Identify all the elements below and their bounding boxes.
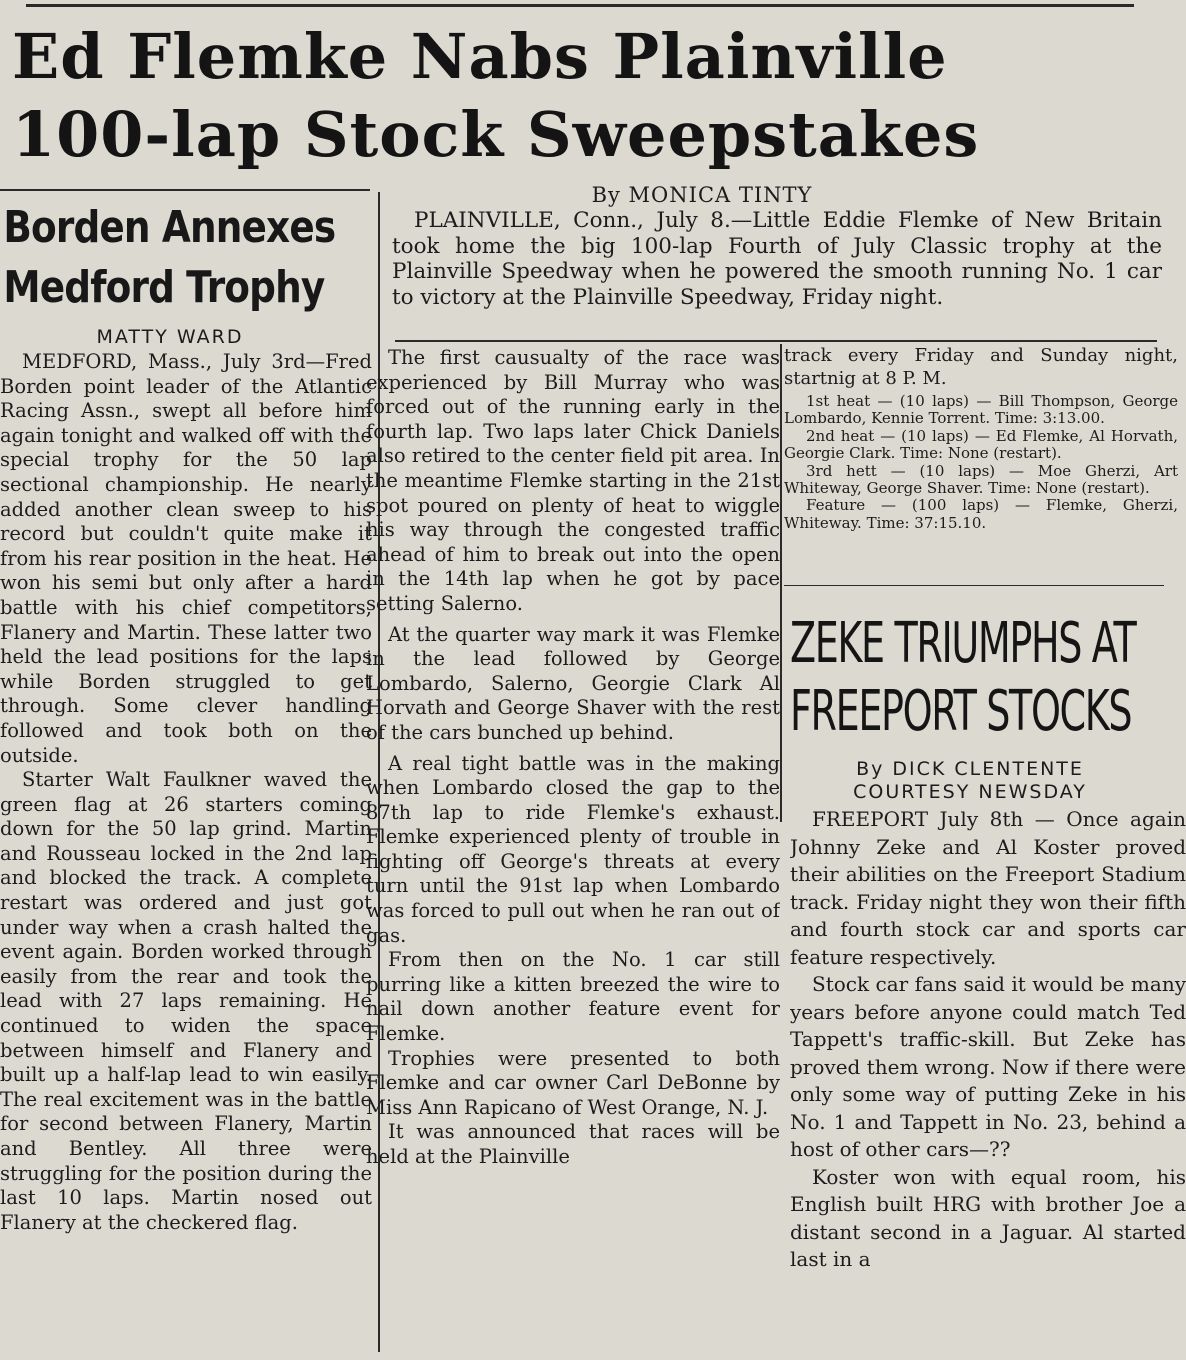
- zeke-headline: [790, 610, 1136, 746]
- main-paragraph: A real tight battle was in the making when Lombardo closed the gap to the 87th lap to ride Flemke's exhaust. Flemke experienced plenty of trouble in fighting off George's threats at every turn until the 91st lap when Lombardo was forced to pull out when he ran out of gas.: [366, 751, 780, 947]
- zeke-story: [790, 604, 1186, 1360]
- main-paragraph: It was announced that races will be held at the Plainville: [366, 1120, 780, 1168]
- zeke-headline-line-2: FREEPORT STOCKS: [790, 679, 1132, 744]
- results-list: [784, 393, 1178, 532]
- borden-headline-line-1: Borden Annexes: [3, 202, 336, 253]
- result-item: 1st heat — (10 laps) — Bill Thompson, George Lombardo, Kennie Torrent. Time: 3:13.00.: [784, 392, 1178, 428]
- zeke-paragraph: FREEPORT July 8th — Once again Johnny Zeke and Al Koster proved their abilities on the Freeport Stadium track. Friday night they won their fifth and fourth stock car and sports car feature respectively.: [790, 807, 1186, 969]
- column-divider-right: [780, 344, 782, 822]
- borden-story: [0, 198, 372, 1360]
- main-paragraph: Trophies were presented to both Flemke and car owner Carl DeBonne by Miss Ann Rapicano of West Orange, N. J.: [366, 1046, 780, 1119]
- borden-headline: [0, 198, 336, 318]
- zeke-byline: [790, 758, 1150, 804]
- main-paragraph: From then on the No. 1 car still purring like a kitten breezed the wire to nail down another feature event for Flemke.: [366, 948, 780, 1046]
- main-story-body: [366, 346, 780, 1360]
- top-rule: [26, 4, 1134, 7]
- main-paragraph: At the quarter way mark it was Flemke in the lead followed by George Lombardo, Salerno, Georgie Clark Al Horvath and George Shaver with the rest of the cars bunched up behind.: [366, 622, 780, 744]
- result-item: 2nd heat — (10 laps) — Ed Flemke, Al Horvath, Georgie Clark. Time: None (restart).: [784, 426, 1178, 463]
- main-byline: By MONICA TINTY: [591, 183, 813, 207]
- zeke-headline-line-1: ZEKE TRIUMPHS AT: [790, 611, 1136, 676]
- zeke-byline-credit: COURTESY NEWSDAY: [853, 781, 1087, 803]
- result-item: Feature — (100 laps) — Flemke, Gherzi, Whiteway. Time: 37:15.10.: [784, 496, 1178, 532]
- main-continuation: track every Friday and Sunday night, startnig at 8 P. M.: [784, 345, 1178, 389]
- borden-paragraph: MEDFORD, Mass., July 3rd—Fred Borden point leader of the Atlantic Racing Assn., swept all before him again tonight and walked off with the special trophy for the 50 lap sectional championship. He nearly added another clean sweep to his record but couldn't quite make it from his rear position in the heat. He won his semi but only after a hard battle with his chief competitors, Flanery and Martin. These latter two held the lead positions for the laps while Borden struggled to get through. Some clever handling followed and took both on the outside.: [0, 350, 372, 767]
- zeke-paragraph: Stock car fans said it would be many years before anyone could match Ted Tappett's traffic-skill. But Zeke has proved them wrong. Now if there were only some way of putting Zeke in his No. 1 and Tappett in No. 23, behind a host of other cars—??: [790, 972, 1186, 1161]
- main-story-results: [784, 344, 1178, 604]
- main-lead-paragraph: PLAINVILLE, Conn., July 8.—Little Eddie Flemke of New Britain took home the big 100-lap Fourth of July Classic trophy at the Plainville Speedway when he powered the smooth running No. 1 car to victory at the Plainville Speedway, Friday night.: [392, 208, 1162, 310]
- main-headline: [12, 18, 1182, 174]
- zeke-paragraph: Koster won with equal room, his English built HRG with brother Joe a distant second in a Jaguar. Al started last in a: [790, 1164, 1186, 1271]
- headline-line-1: Ed Flemke Nabs Plainville: [12, 20, 948, 93]
- lead-bottom-rule: [395, 340, 1157, 342]
- borden-headline-line-2: Medford Trophy: [3, 262, 325, 313]
- headline-line-2: 100-lap Stock Sweepstakes: [12, 98, 980, 171]
- main-paragraph: The first causualty of the race was experienced by Bill Murray who was forced out of the running early in the fourth lap. Two laps later Chick Daniels also retired to the center field pit area. In the meantime Flemke starting in the 21st spot poured on plenty of heat to wiggle his way through the congested traffic ahead of him to break out into the open in the 14th lap when he got by pace setting Salerno.: [366, 346, 780, 615]
- borden-byline: MATTY WARD: [96, 326, 244, 348]
- main-story-lead: [392, 182, 1162, 332]
- left-column-top-rule: [0, 189, 370, 191]
- zeke-byline-author: By DICK CLENTENTE: [856, 758, 1084, 780]
- result-item: 3rd hett — (10 laps) — Moe Gherzi, Art Whiteway, George Shaver. Time: None (restart).: [784, 461, 1178, 498]
- borden-paragraph: Starter Walt Faulkner waved the green flag at 26 starters coming down for the 50 lap grind. Martin and Rousseau locked in the 2nd lap and blocked the track. A complete restart was ordered and just got under way when a crash halted the event again. Borden worked through easily from the rear and took the lead with 27 laps remaining. He continued to widen the space between himself and Flanery and built up a half-lap lead to win easily. The real excitement was in the battle for second between Flanery, Martin and Bentley. All three were struggling for the position during the last 10 laps. Martin nosed out Flanery at the checkered flag.: [0, 768, 372, 1234]
